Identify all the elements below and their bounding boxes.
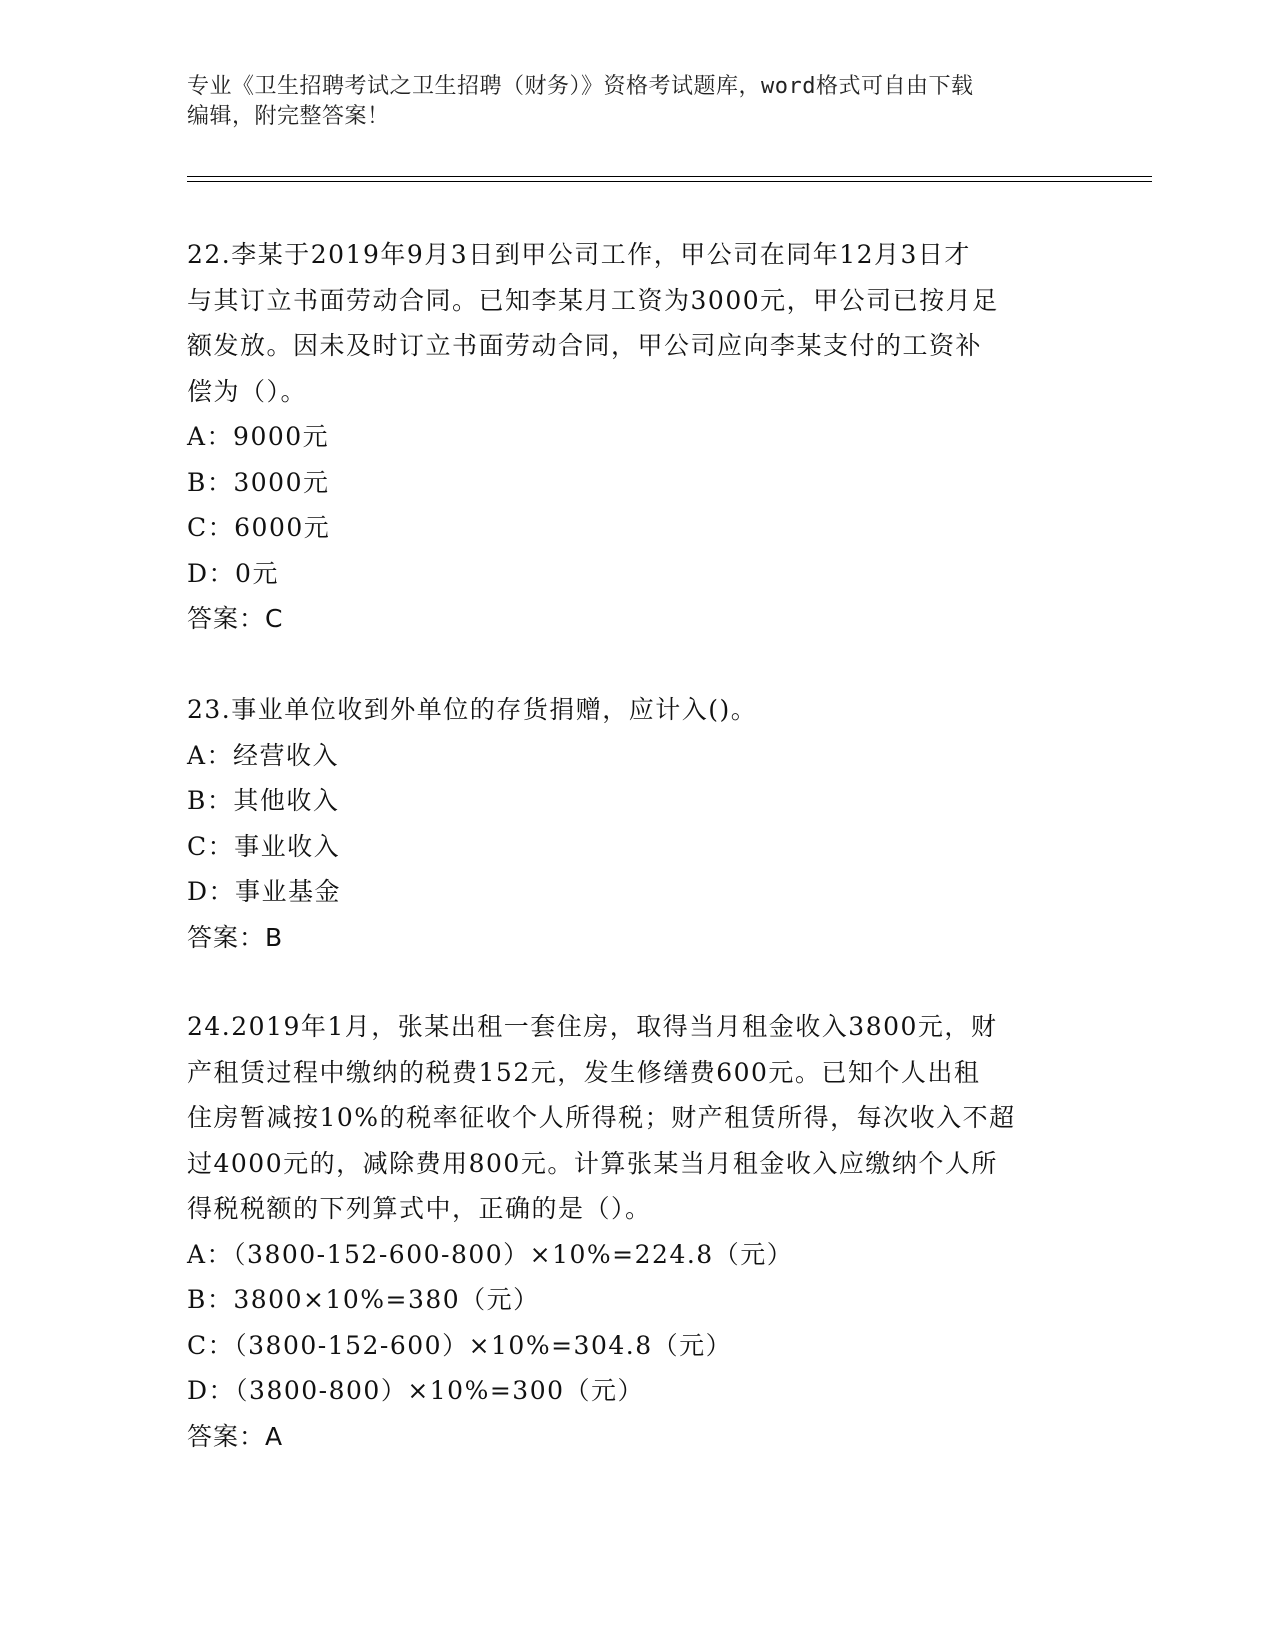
- option-c: C：6000元: [187, 513, 331, 542]
- question-text-line: 额发放。因未及时订立书面劳动合同，甲公司应向李某支付的工资补: [187, 331, 983, 360]
- document-header: [187, 72, 1087, 132]
- header-line-2: 编辑，附完整答案！: [187, 104, 390, 129]
- answer-text: 答案：A: [187, 1421, 284, 1451]
- header-divider-top: [187, 176, 1152, 177]
- question-text-line: 过4000元的，减除费用800元。计算张某当月租金收入应缴纳个人所: [187, 1148, 998, 1178]
- question-text-line: 22.李某于2019年9月3日到甲公司工作，甲公司在同年12月3日才: [187, 240, 971, 269]
- question-text-line: 24.2019年1月，张某出租一套住房，取得当月租金收入3800元，财: [187, 1012, 998, 1041]
- question-text-line: 与其订立书面劳动合同。已知李某月工资为3000元，甲公司已按月足: [187, 285, 999, 315]
- option-b: B：3800×10%=380（元）: [187, 1285, 540, 1314]
- option-a: A：9000元: [187, 422, 330, 451]
- question-23: [187, 687, 757, 960]
- question-text-line: 23.事业单位收到外单位的存货捐赠，应计入()。: [187, 695, 758, 724]
- question-text-line: 得税税额的下列算式中，正确的是（）。: [187, 1194, 652, 1223]
- option-b: B：3000元: [187, 467, 330, 497]
- option-d: D：（3800-800）×10%=300（元）: [187, 1376, 645, 1405]
- question-22: [187, 232, 999, 642]
- option-c: C：事业收入: [187, 831, 341, 861]
- question-text-line: 住房暂减按10%的税率征收个人所得税；财产租赁所得，每次收入不超: [187, 1103, 1016, 1132]
- option-b: B：其他收入: [187, 786, 340, 815]
- option-a: A：（3800-152-600-800）×10%=224.8（元）: [187, 1239, 794, 1269]
- answer-text: 答案：B: [187, 922, 284, 952]
- question-24: [187, 1004, 1016, 1459]
- option-c: C：（3800-152-600）×10%=304.8（元）: [187, 1330, 733, 1360]
- option-a: A：经营收入: [187, 740, 340, 770]
- option-d: D：事业基金: [187, 877, 342, 906]
- question-text-line: 偿为（）。: [187, 376, 308, 406]
- question-text-line: 产租赁过程中缴纳的税费152元，发生修缮费600元。已知个人出租: [187, 1057, 981, 1087]
- option-d: D：0元: [187, 558, 279, 588]
- header-divider-bottom: [187, 181, 1152, 182]
- answer-text: 答案：C: [187, 604, 284, 633]
- header-line-1: 专业《卫生招聘考试之卫生招聘（财务）》资格考试题库，word格式可自由下载: [187, 74, 974, 99]
